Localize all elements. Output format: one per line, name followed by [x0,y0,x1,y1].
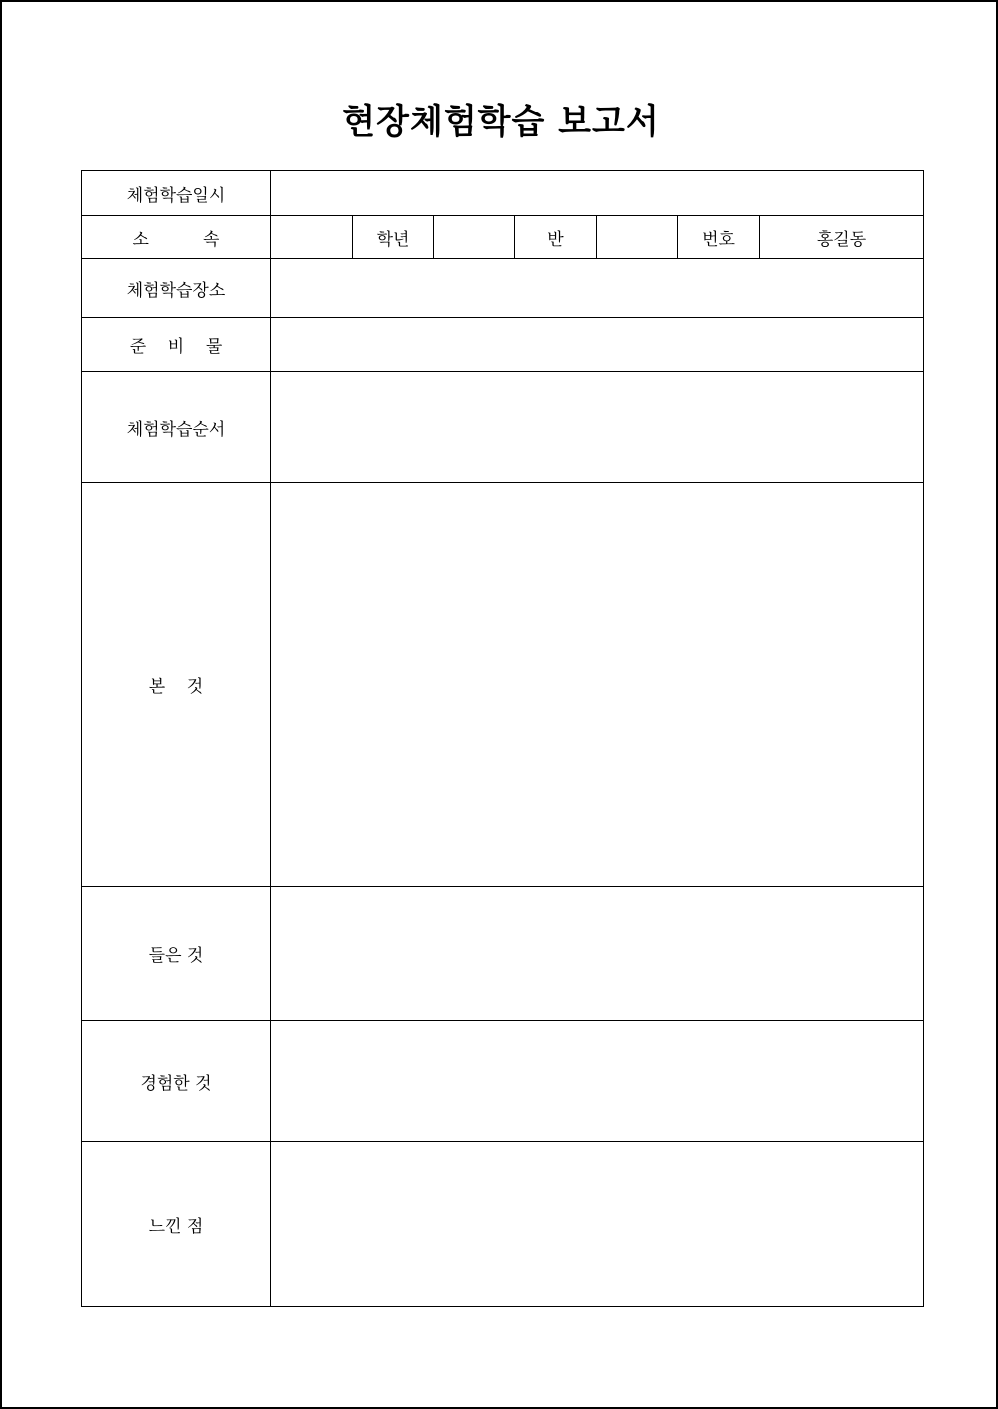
heard-field[interactable] [271,887,924,1021]
seen-field[interactable] [271,483,924,887]
student-name-field[interactable]: 홍길동 [760,216,924,259]
grade-label: 학년 [353,216,434,259]
date-label: 체험학습일시 [82,171,271,216]
experienced-row [82,1021,924,1142]
seen-label: 본 것 [82,483,271,887]
felt-field[interactable] [271,1142,924,1307]
grade-field[interactable] [271,216,353,259]
place-field[interactable] [271,259,924,318]
document-title: 현장체험학습 보고서 [342,102,660,142]
place-row [82,259,924,318]
place-label: 체험학습장소 [82,259,271,318]
class-field[interactable] [434,216,515,259]
experienced-field[interactable] [271,1021,924,1142]
order-label: 체험학습순서 [82,372,271,483]
affiliation-label: 소 속 [82,216,271,259]
number-field[interactable] [597,216,678,259]
class-label: 반 [515,216,597,259]
affiliation-row [82,216,924,259]
date-field[interactable] [271,171,924,216]
supplies-row [82,318,924,372]
number-label: 번호 [678,216,760,259]
order-field[interactable] [271,372,924,483]
seen-row [82,483,924,887]
felt-label: 느낀 점 [82,1142,271,1307]
heard-label: 들은 것 [82,887,271,1021]
heard-row [82,887,924,1021]
supplies-field[interactable] [271,318,924,372]
supplies-label: 준 비 물 [82,318,271,372]
report-form-table [81,170,924,1307]
felt-row [82,1142,924,1307]
order-row [82,372,924,483]
experienced-label: 경험한 것 [82,1021,271,1142]
date-row [82,171,924,216]
